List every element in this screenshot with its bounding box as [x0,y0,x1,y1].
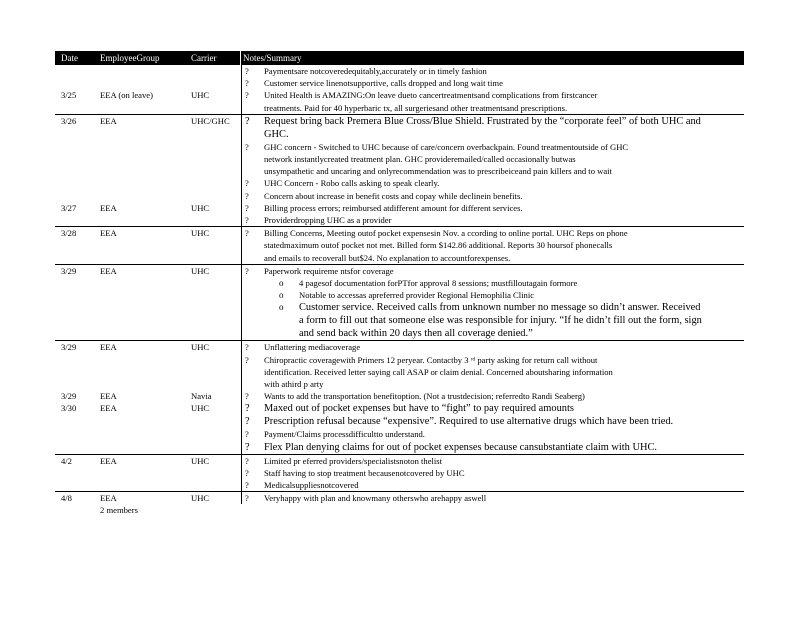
bullet-glyph: ? [245,202,249,213]
cell-employee-group: EEA [100,403,117,414]
header-date: Date [61,53,78,63]
cell-carrier: UHC [191,455,210,466]
row-group [55,455,744,493]
row-group [55,492,744,516]
bullet-glyph: ? [245,215,249,226]
bullet-glyph: ? [245,141,249,152]
table-row [55,402,744,453]
cell-notes [245,341,744,390]
note-continuation: and send back within 20 days then all coverage denied.” [299,328,533,340]
note-continuation: GHC. [264,128,289,140]
row-group [55,65,744,115]
cell-date: 3/29 [61,342,77,353]
note-bullet: ? Customer service linenotsupportive, calls dropped and long wait time [245,78,503,89]
cell-carrier: UHC [191,265,210,276]
cell-date: 3/29 [61,391,77,402]
bullet-glyph: ? [245,265,249,276]
table-row [55,341,744,390]
sub-bullet-glyph: o [279,278,284,289]
bullet-glyph: ? [245,416,250,428]
cell-carrier: UHC [191,202,210,213]
sub-bullet-glyph: o [279,302,284,313]
bullet-glyph: ? [245,78,249,89]
cell-employee-group: EEA [100,228,117,239]
bullet-glyph: ? [245,342,249,353]
cell-carrier: Navia [191,391,212,402]
table-row [55,265,744,341]
note-sub-bullet: o Notable to accessas apreferred provider Regional Hemophilia Clinic [279,290,535,301]
note-bullet: ? Veryhappy with plan and knowmany otherswho arehappy aswell [245,493,487,504]
table-body [55,65,744,516]
cell-employee-group: EEA (on leave) [100,90,153,101]
table-row [55,455,744,492]
note-bullet: ? UHC Concern - Robo calls asking to speak clearly. [245,178,440,189]
note-bullet: ? Concern about increase in benefit costs and copay while declinein benefits. [245,190,523,201]
note-bullet: ? Flex Plan denying claims for out of pocket expenses because cansubstantiate claim with UHC. [245,441,658,453]
cell-date: 3/29 [61,265,77,276]
bullet-glyph: ? [245,455,249,466]
note-bullet: ? Paperwork requireme ntsfor coverage [245,265,394,276]
note-bullet: ? Medicalsuppliesnotcovered [245,480,359,491]
note-continuation: treatments. Paid for 40 hyperbaric tx, all surgeriesand other treatmentsand prescriptions. [264,102,568,113]
note-bullet: ? Staff having to stop treatment becausenotcovered by UHC [245,467,465,478]
bullet-glyph: ? [245,115,250,127]
note-bullet: ? Paymentsare notcoveredequitably,accurately or in timely fashion [245,66,487,76]
cell-employee-group: EEA [100,115,117,126]
bullet-glyph: ? [245,467,249,478]
bullet-glyph: ? [245,391,249,402]
table-row [55,202,744,226]
row-group [55,227,744,265]
row-group [55,115,744,227]
note-continuation: network instantlycreated treatment plan. GHC provideremailed/called occasionally butwas [264,154,576,165]
note-bullet: ? Request bring back Premera Blue Cross/Blue Shield. Frustrated by the “corporate feel” of both UHC and [245,115,701,127]
cell-notes [245,202,744,226]
note-bullet: ? GHC concern - Switched to UHC because of care/concern overbackpain. Found treatmentoutside of GHC [245,141,629,152]
bullet-glyph: ? [245,354,249,365]
bullet-glyph: ? [245,190,249,201]
note-bullet: ? Payment/Claims processdifficultto understand. [245,429,425,440]
cell-notes [245,390,744,402]
note-continuation: and emails to recoverall but$24. No explanation to accountforexpenses. [264,252,511,263]
note-bullet: ? Maxed out of pocket expenses but have to “fight” to pay required amounts [245,403,574,415]
row-group [55,265,744,342]
bullet-glyph: ? [245,441,250,453]
table-header [55,51,744,65]
table-row [55,89,744,113]
note-bullet: ? Billing process errors; reimbursed atdifferent amount for different services. [245,202,523,213]
header-divider [240,51,241,65]
note-sub-bullet: o Customer service. Received calls from unknown number no message so didn’t answer. Received [279,302,701,314]
cell-employee-group-line2: 2 members [100,505,138,516]
cell-date: 3/27 [61,202,77,213]
cell-notes [245,115,744,202]
cell-carrier: UHC [191,228,210,239]
cell-carrier: UHC [191,493,210,504]
cell-employee-group: EEA 2 members [100,493,138,516]
row-group [55,341,744,454]
cell-notes [245,402,744,453]
cell-employee-group: EEA [100,342,117,353]
cell-carrier: UHC [191,403,210,414]
bullet-glyph: ? [245,493,249,504]
bullet-glyph: ? [245,228,249,239]
bullet-glyph: ? [245,429,249,440]
cell-carrier: UHC/GHC [191,115,230,126]
table-row [55,65,744,89]
table-row [55,492,744,516]
table-row [55,390,744,402]
cell-date: 3/25 [61,90,77,101]
cell-date: 4/8 [61,493,72,504]
note-bullet: ? United Health is AMAZING:On leave dueto cancertreatmentsand complications from firstcancer [245,90,598,101]
cell-notes [245,455,744,492]
note-continuation: unsympathetic and uncaring and onlyrecommendation was to prescribeiceand pain killers and to wait [264,166,612,177]
cell-notes [245,89,744,113]
note-bullet: ? Wants to add the transportation benefitoption. (Not a trustdecision; referredto Randi Seaberg) [245,391,585,402]
sub-bullet-glyph: o [279,290,284,301]
cell-notes [245,227,744,264]
bullet-glyph: ? [245,480,249,491]
notes-table [55,51,744,516]
table-row [55,227,744,264]
cell-date: 3/26 [61,115,77,126]
cell-carrier: UHC [191,90,210,101]
bullet-glyph: ? [245,90,249,101]
cell-date: 3/30 [61,403,77,414]
note-bullet: ? Billing Concerns, Meeting outof pocket expensesin Nov. a ccording to online portal. UHC Reps on phone [245,228,628,239]
note-continuation: a form to fill out that someone else was responsible for injury. “If he didn’t fill out the form, sign [299,315,702,327]
cell-carrier: UHC [191,342,210,353]
cell-notes [245,265,744,341]
cell-date: 3/28 [61,228,77,239]
cell-employee-group: EEA [100,202,117,213]
cell-employee-group: EEA [100,391,117,402]
bullet-glyph: ? [245,403,250,415]
note-bullet: ? Prescription refusal because “expensive”. Required to use alternative drugs which have been tried. [245,416,674,428]
note-bullet: ? Limited pr eferred providers/specialistsnoton thelist [245,455,443,466]
note-bullet: ? Unflattering mediacoverage [245,342,361,353]
header-notes: Notes/Summary [243,53,302,63]
header-employee-group: EmployeeGroup [100,53,160,63]
note-bullet: ? Providerdropping UHC as a provider [245,215,392,226]
bullet-glyph: ? [245,66,249,76]
note-sub-bullet: o 4 pagesof documentation forPTfor approval 8 sessions; mustfilloutagain formore [279,278,578,289]
note-continuation: with athird p arty [264,379,324,390]
header-carrier: Carrier [191,53,217,63]
table-row [55,115,744,202]
cell-notes [245,65,744,89]
cell-employee-group: EEA [100,265,117,276]
bullet-glyph: ? [245,178,249,189]
note-continuation: statedmaximum outof pocket not met. Billed form $142.86 additional. Reports 30 hoursof phonecalls [264,240,613,251]
cell-date: 4/2 [61,455,72,466]
note-bullet: ? Chiropractic coveragewith Primers 12 peryear. Contactby 3 ʳᵈ party asking for return call without [245,354,598,365]
note-continuation: identification. Received letter saying call ASAP or claim denial. Concerned aboutsharing information [264,366,613,377]
cell-notes [245,492,744,504]
cell-employee-group: EEA [100,455,117,466]
